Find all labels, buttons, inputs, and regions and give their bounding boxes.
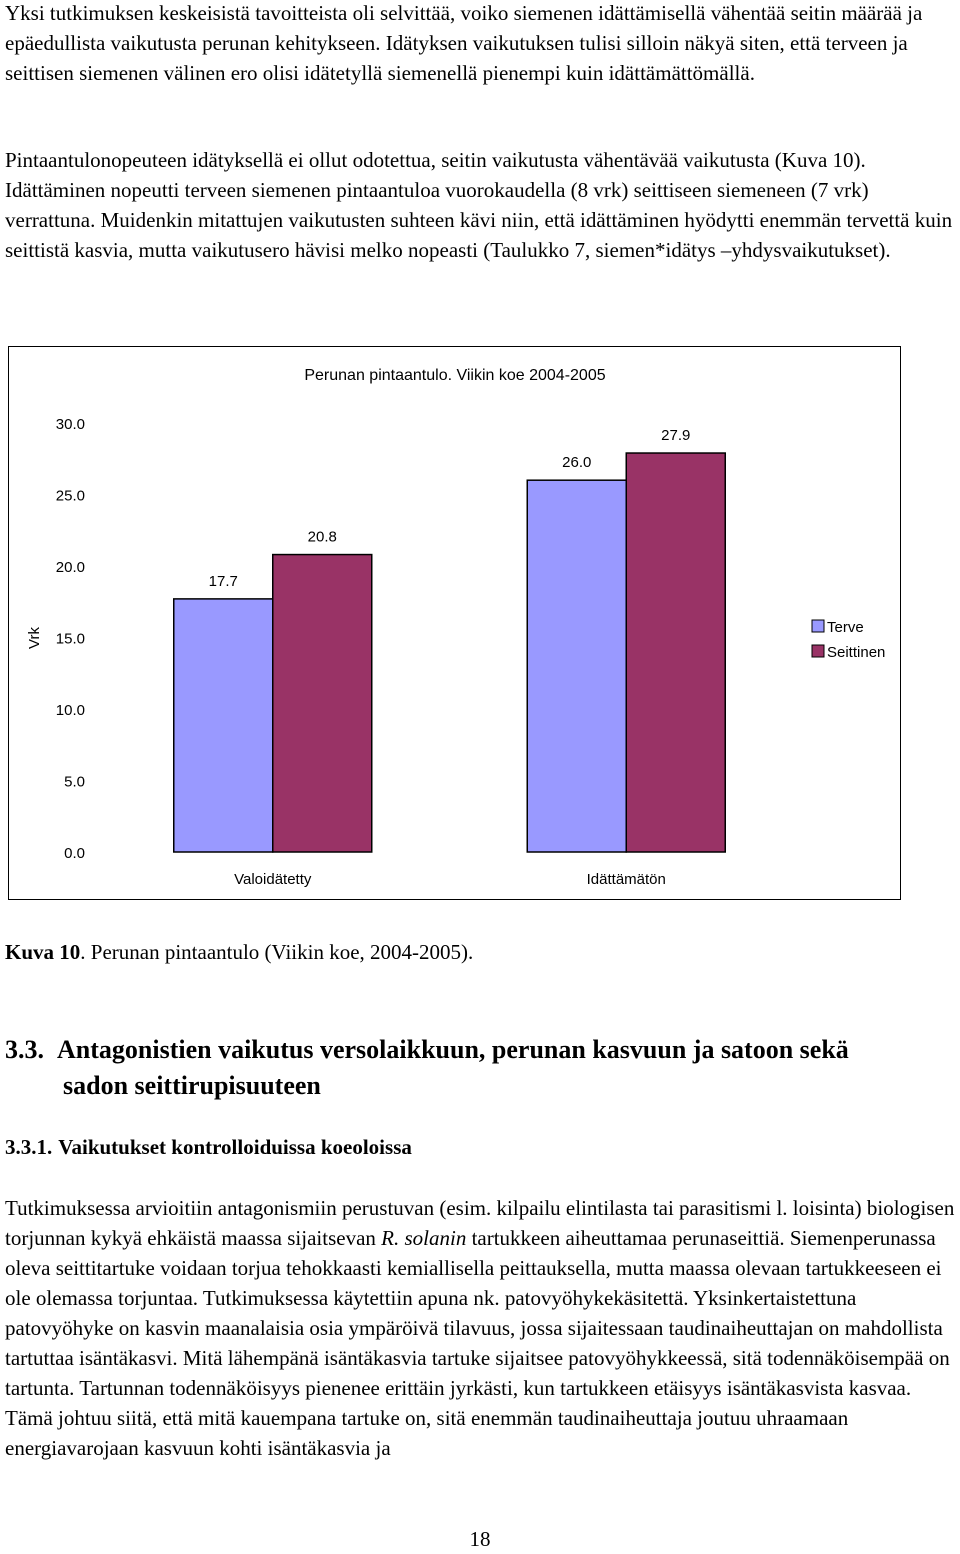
legend-swatch-terve — [812, 620, 824, 632]
bar-seittinen-1 — [273, 555, 372, 852]
caption-label: Kuva 10 — [5, 940, 81, 964]
y-tick-label: 10.0 — [55, 702, 85, 719]
section-number: 3.3. — [5, 1035, 44, 1064]
y-tick-label: 25.0 — [55, 487, 85, 505]
paragraph-antagonists — [5, 1193, 960, 1463]
caption-text: . Perunan pintaantulo (Viikin koe, 2004-2005). — [80, 940, 474, 964]
bar-seittinen-2 — [626, 453, 725, 852]
bar-value-label: 27.9 — [661, 427, 691, 445]
y-tick-label: 15.0 — [55, 630, 85, 648]
legend-label-terve: Terve — [827, 619, 864, 636]
paragraph-results: Pintaantulonopeuteen idätyksellä ei ollut odotettua, seitin vaikutusta vähentävää vaikutusta (Kuva 10). Idättäminen nopeutti terveen siemenen pintaantuloa vuorokaudella (8 vrk) seittiseen siemeneen (7 vrk) verrattuna. Muidenkin mitattujen vaikutusten suhteen kävi niin, että idättäminen hyödytti enemmän tervettä kuin seittistä kasvia, mutta vaikutusero hävisi melko nopeasti (Taulukko 7, siemen*idätys –yhdysvaikutukset). — [5, 148, 953, 262]
bar-terve-1 — [174, 599, 273, 852]
y-tick-label: 30.0 — [55, 416, 85, 433]
emergence-chart — [8, 346, 901, 900]
page-number: 18 — [469, 1527, 491, 1551]
bar-terve-2 — [527, 480, 626, 852]
p3-text-end: tartukkeen aiheuttamaa perunaseittiä. Siemenperunassa oleva seittitartuke voidaan torjua tehokkaasti kemiallisella peittauksella, mutta maassa olevaan tartukkeeseen ei ole olemassa torjuntaa. Tutkimuksessa käytettiin apuna nk. patovyöhykekäsitettä. Yksinkertaistettuna patovyöhyke on kasvin maanalaisia osia ympäröivä tilavuus, jossa sijaitessaan taudinaiheuttajan on mahdollista tartuttaa isäntäkasvi. Mitä lähempänä isäntäkasvia tartuke sijaitsee patovyöhykkeessä, sitä todennäköisempää on tartunta. Tartunnan todennäköisyys pienenee erittäin jyrkästi, kun tartukkeen etäisyys isäntäkasvista kasvaa. Tämä johtuu siitä, että mitä kauempana tartuke on, sitä enemmän taudinaiheuttaja joutuu uhraamaan energiavarojaan kasvuun kohti isäntäkasvia ja — [5, 1226, 950, 1460]
subsection-number: 3.3.1. — [5, 1135, 53, 1159]
y-axis-label: Vrk — [26, 627, 43, 649]
y-tick-label: 5.0 — [64, 773, 85, 791]
legend-label-seittinen: Seittinen — [827, 644, 886, 661]
subsection-title: Vaikutukset kontrolloiduissa koeoloissa — [58, 1135, 412, 1159]
bar-value-label: 20.8 — [307, 528, 337, 546]
y-tick-label: 20.0 — [55, 559, 85, 576]
chart-title: Perunan pintaantulo. Viikin koe 2004-2005 — [304, 367, 606, 384]
section-title-line1: Antagonistien vaikutus versolaikkuun, perunan kasvuun ja satoon sekä — [57, 1035, 849, 1064]
x-category-label: Valoidätetty — [234, 871, 312, 888]
section-title-line2: sadon seittirupisuuteen — [63, 1071, 321, 1100]
p3-text-start: Tutkimuksessa arvioitiin antagonismiin perustuvan (esim. kilpailu elintilasta tai parasitismi l. loisinta) biologisen torjunnan kykyä ehkäistä maassa sijaitsevan — [5, 1196, 955, 1250]
y-tick-label: 0.0 — [64, 845, 85, 862]
subsection-heading — [5, 1135, 412, 1160]
section-heading — [5, 1032, 960, 1104]
x-category-label: Idättämätön — [586, 871, 666, 888]
p3-species-name: R. solanin — [381, 1226, 467, 1250]
figure-caption — [5, 940, 473, 965]
legend-swatch-seittinen — [812, 645, 824, 657]
paragraph-intro: Yksi tutkimuksen keskeisistä tavoitteista oli selvittää, voiko siemenen idättämisellä vähentää seitin määrää ja epäedullista vaikutusta perunan kehitykseen. Idätyksen vaikutuksen tulisi silloin näkyä siten, että terveen ja seittisen siemenen välinen ero olisi idätetyllä siemenellä pienempi kuin idättämättömällä. — [5, 1, 923, 85]
bar-value-label: 17.7 — [208, 572, 238, 590]
chart-svg — [9, 347, 900, 899]
bar-value-label: 26.0 — [562, 454, 592, 472]
